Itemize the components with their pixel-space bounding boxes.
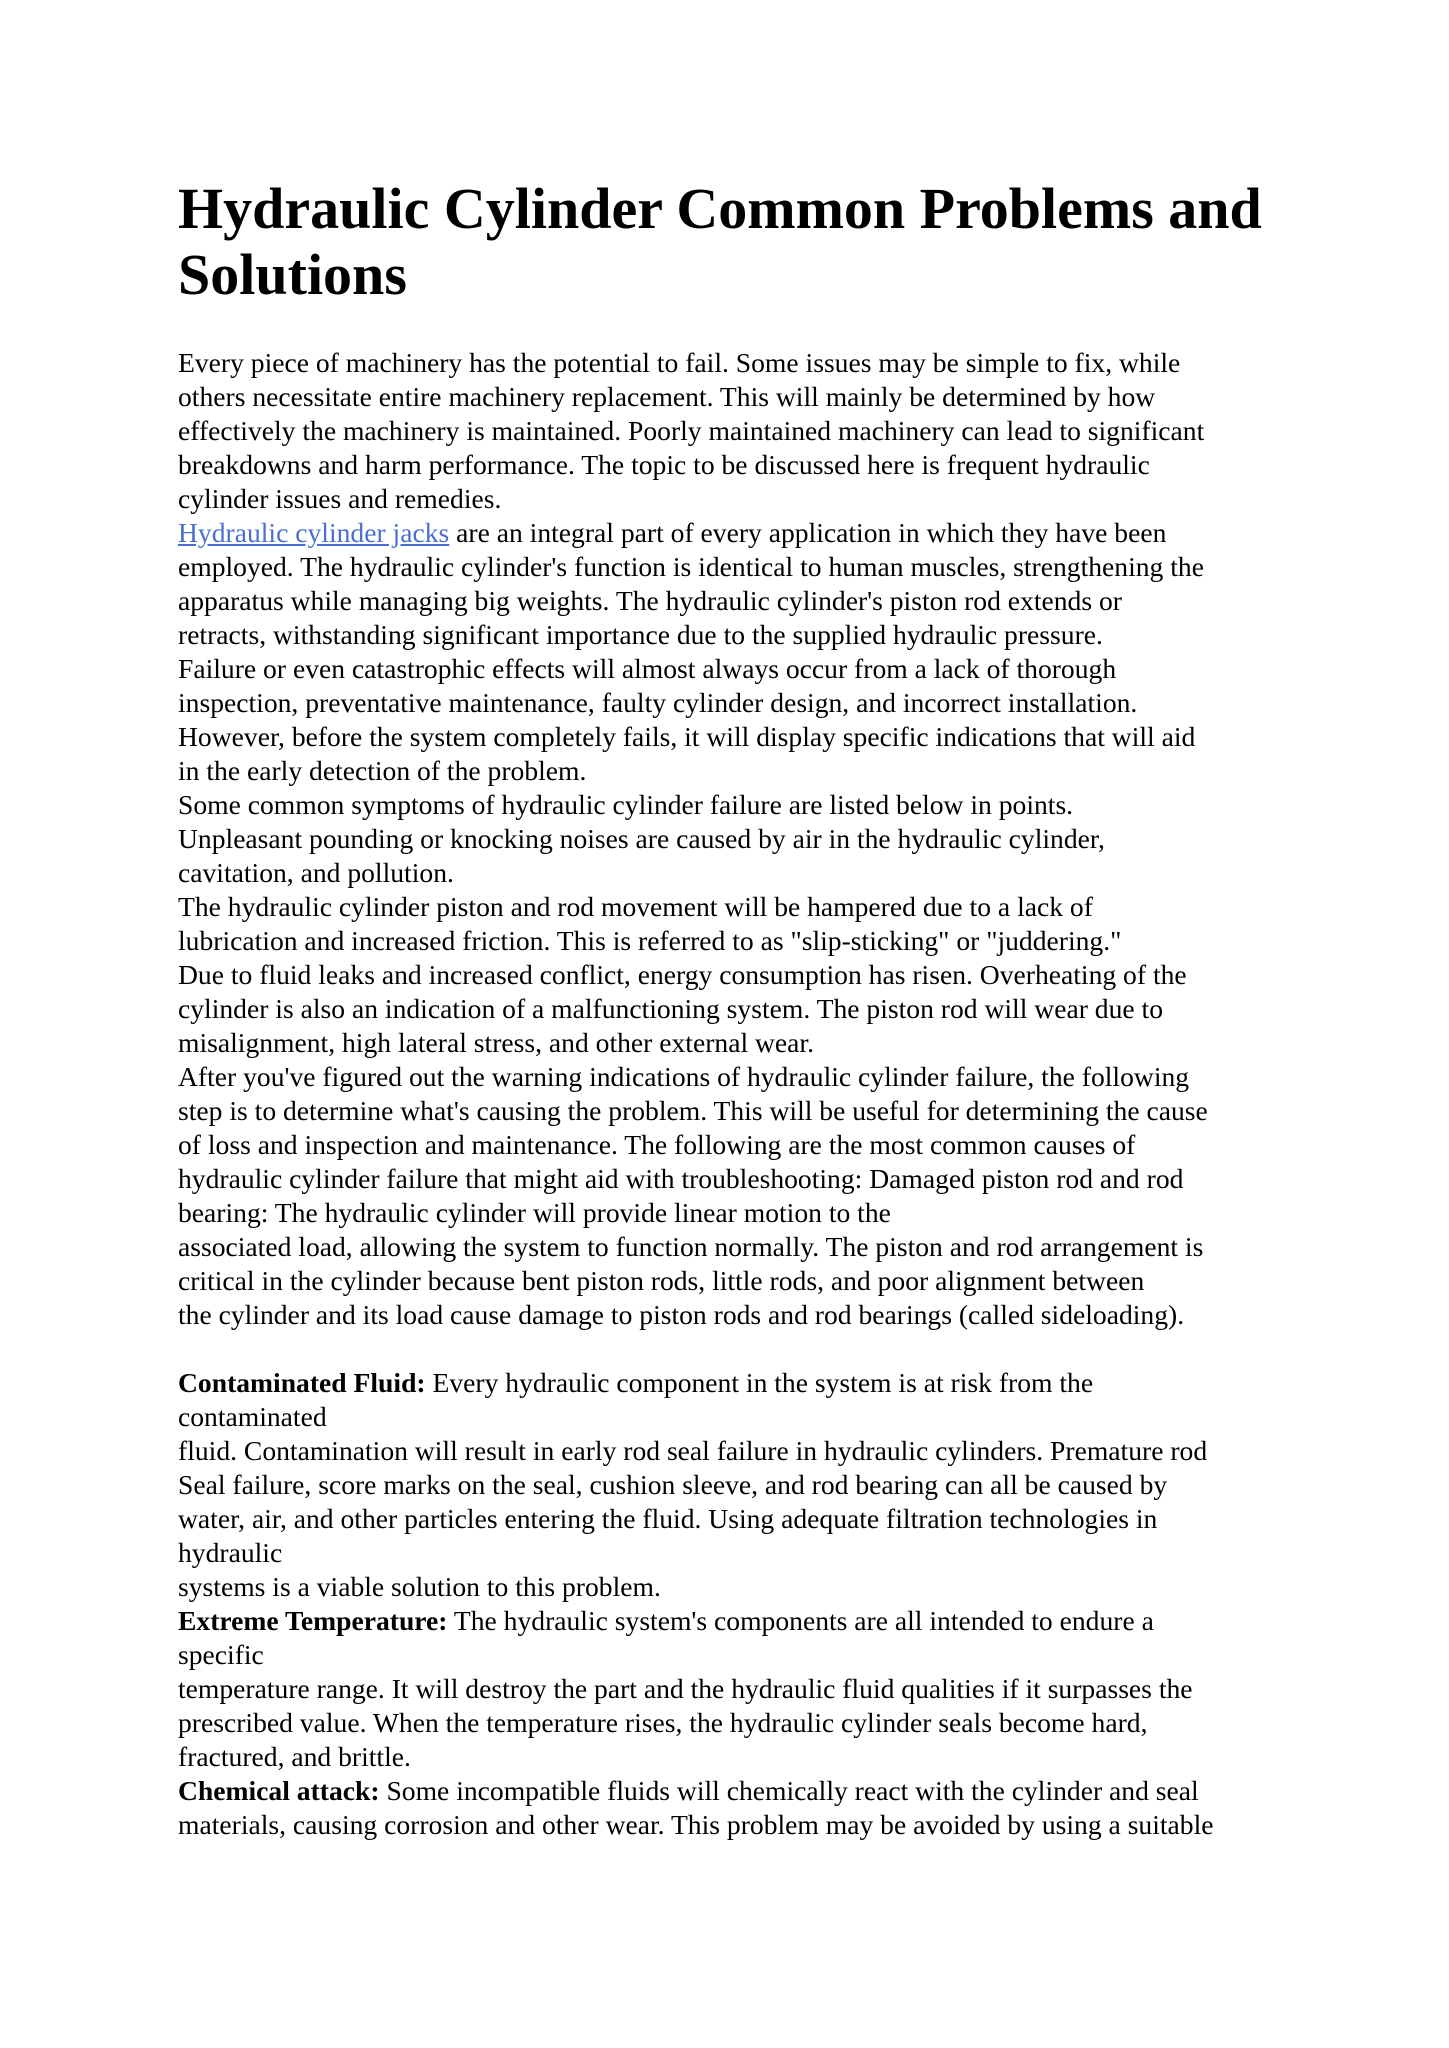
paragraph-line: employed. The hydraulic cylinder's function is identical to human muscles, strengthening the xyxy=(178,551,1204,582)
paragraph-line: effectively the machinery is maintained. Poorly maintained machinery can lead to significant xyxy=(178,415,1205,446)
hydraulic-cylinder-jacks-link[interactable]: Hydraulic cylinder jacks xyxy=(178,517,450,548)
paragraph-line: The hydraulic cylinder piston and rod movement will be hampered due to a lack of xyxy=(178,891,1093,922)
paragraph-line: However, before the system completely fails, it will display specific indications that will aid xyxy=(178,721,1196,752)
paragraph-line: systems is a viable solution to this problem. xyxy=(178,1571,661,1602)
paragraph-text: are an integral part of every application in which they have been xyxy=(449,517,1167,548)
paragraph-line: Due to fluid leaks and increased conflict, energy consumption has risen. Overheating of the xyxy=(178,959,1187,990)
section-text: Every hydraulic component in the system is at risk from the xyxy=(425,1367,1094,1398)
paragraph-line: of loss and inspection and maintenance. The following are the most common causes of xyxy=(178,1129,1136,1160)
paragraph-line: cylinder issues and remedies. xyxy=(178,483,502,514)
paragraph-line: inspection, preventative maintenance, faulty cylinder design, and incorrect installation. xyxy=(178,687,1138,718)
paragraph-line: specific xyxy=(178,1639,264,1670)
paragraph-line: the cylinder and its load cause damage to piston rods and rod bearings (called sideloading). xyxy=(178,1299,1185,1330)
paragraph-line: breakdowns and harm performance. The topic to be discussed here is frequent hydraulic xyxy=(178,449,1150,480)
paragraph-line: contaminated xyxy=(178,1401,327,1432)
paragraph-line: Every piece of machinery has the potential to fail. Some issues may be simple to fix, while xyxy=(178,347,1181,378)
title-line-2: Solutions xyxy=(178,242,407,307)
paragraph-line: water, air, and other particles entering the fluid. Using adequate filtration technologies in xyxy=(178,1503,1158,1534)
paragraph-line: apparatus while managing big weights. The hydraulic cylinder's piston rod extends or xyxy=(178,585,1122,616)
paragraph-line: Unpleasant pounding or knocking noises are caused by air in the hydraulic cylinder, xyxy=(178,823,1105,854)
section-extreme-temperature xyxy=(178,1604,1298,1638)
paragraph-line: Failure or even catastrophic effects will almost always occur from a lack of thorough xyxy=(178,653,1117,684)
paragraph-line xyxy=(178,516,1298,550)
page-title xyxy=(178,176,1298,308)
paragraph-line: retracts, withstanding significant importance due to the supplied hydraulic pressure. xyxy=(178,619,1103,650)
paragraph-line: fractured, and brittle. xyxy=(178,1741,411,1772)
section-chemical-attack xyxy=(178,1774,1298,1808)
paragraph-line: Some common symptoms of hydraulic cylinder failure are listed below in points. xyxy=(178,789,1074,820)
section-heading: Extreme Temperature: xyxy=(178,1605,448,1636)
paragraph-line: hydraulic cylinder failure that might aid with troubleshooting: Damaged piston rod and rod xyxy=(178,1163,1184,1194)
paragraph-line: Seal failure, score marks on the seal, cushion sleeve, and rod bearing can all be caused by xyxy=(178,1469,1168,1500)
paragraph-line: others necessitate entire machinery replacement. This will mainly be determined by how xyxy=(178,381,1156,412)
paragraph-line: After you've figured out the warning indications of hydraulic cylinder failure, the following xyxy=(178,1061,1190,1092)
paragraph-line: step is to determine what's causing the problem. This will be useful for determining the cause xyxy=(178,1095,1208,1126)
paragraph-line: in the early detection of the problem. xyxy=(178,755,587,786)
section-contaminated-fluid xyxy=(178,1366,1298,1400)
paragraph-line: fluid. Contamination will result in early rod seal failure in hydraulic cylinders. Premature rod xyxy=(178,1435,1208,1466)
paragraph-line: bearing: The hydraulic cylinder will provide linear motion to the xyxy=(178,1197,891,1228)
paragraph-line: associated load, allowing the system to function normally. The piston and rod arrangement is xyxy=(178,1231,1204,1262)
paragraph-line: lubrication and increased friction. This is referred to as "slip-sticking" or "juddering." xyxy=(178,925,1122,956)
section-text: The hydraulic system's components are all intended to endure a xyxy=(447,1605,1154,1636)
paragraph-gap xyxy=(178,1332,1298,1366)
paragraph-line: misalignment, high lateral stress, and other external wear. xyxy=(178,1027,814,1058)
paragraph-line: materials, causing corrosion and other wear. This problem may be avoided by using a suitable xyxy=(178,1809,1214,1840)
paragraph-line: cylinder is also an indication of a malfunctioning system. The piston rod will wear due to xyxy=(178,993,1163,1024)
paragraph-line: prescribed value. When the temperature rises, the hydraulic cylinder seals become hard, xyxy=(178,1707,1148,1738)
section-heading: Contaminated Fluid: xyxy=(178,1367,426,1398)
section-text: Some incompatible fluids will chemically react with the cylinder and seal xyxy=(379,1775,1199,1806)
section-heading: Chemical attack: xyxy=(178,1775,380,1806)
paragraph-line: critical in the cylinder because bent piston rods, little rods, and poor alignment between xyxy=(178,1265,1145,1296)
document-page xyxy=(178,176,1298,1842)
title-line-1: Hydraulic Cylinder Common Problems and xyxy=(178,176,1262,241)
article-body xyxy=(178,346,1298,1842)
paragraph-line: cavitation, and pollution. xyxy=(178,857,454,888)
paragraph-line: hydraulic xyxy=(178,1537,283,1568)
paragraph-line: temperature range. It will destroy the part and the hydraulic fluid qualities if it surpasses the xyxy=(178,1673,1193,1704)
